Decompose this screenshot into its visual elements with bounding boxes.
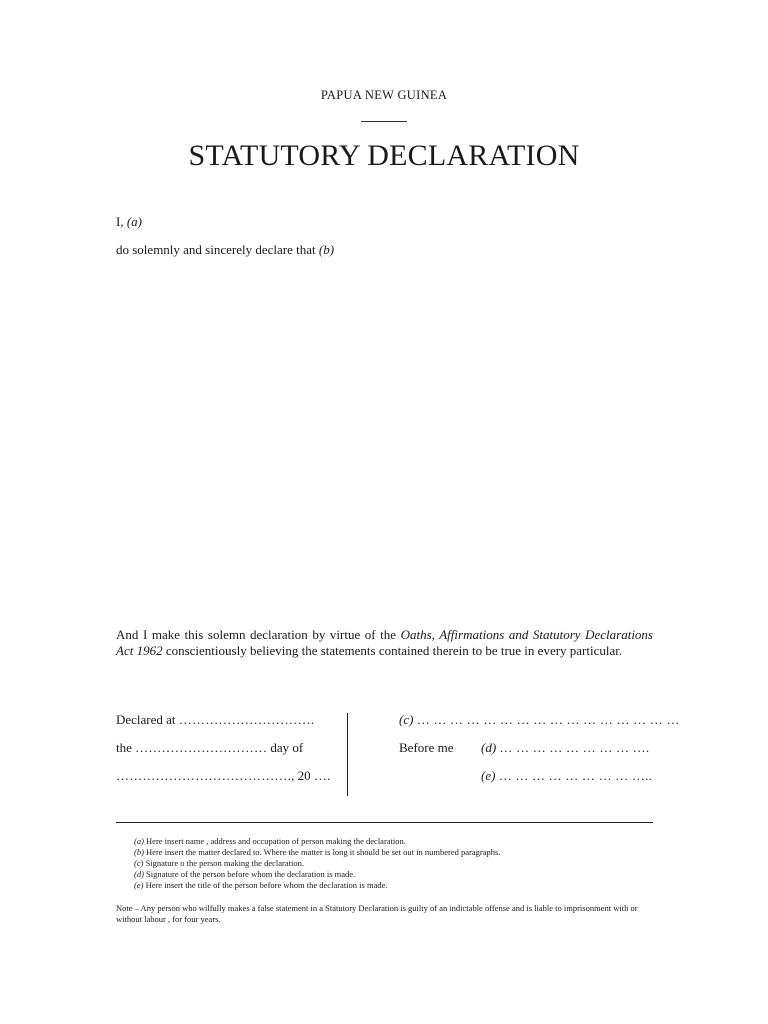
the-label: the: [116, 740, 132, 755]
footnote-marker: (d): [134, 869, 144, 879]
declared-at-blank[interactable]: ………………………….: [178, 712, 315, 727]
heading-underline: [361, 121, 407, 122]
footnote-marker: (e): [134, 880, 144, 890]
declared-at-field: [116, 712, 314, 728]
footnote-e: [134, 880, 388, 891]
footnote-a: [134, 836, 406, 847]
footnote-text: Here insert the title of the person before whom the declaration is made.: [145, 880, 388, 890]
title-marker: (e): [481, 768, 496, 783]
year-blank[interactable]: ….: [313, 768, 331, 783]
declarant-marker: (a): [126, 214, 143, 229]
document-title: STATUTORY DECLARATION: [188, 139, 580, 172]
declaration-statement-line: [116, 242, 334, 258]
act-name: Oaths, Affirmations and Statutory Declarations Act 1962: [116, 627, 653, 658]
before-me-label: Before me: [399, 740, 454, 755]
signature-divider: [347, 713, 348, 796]
act-intro: And I make this solemn declaration by virtue of the: [116, 627, 397, 642]
witness-signature-field: [481, 740, 649, 756]
act-paragraph: [116, 627, 653, 659]
footnote-b: [134, 847, 500, 858]
day-of-label: day of: [270, 740, 304, 755]
declare-text: do solemnly and sincerely declare that: [116, 242, 316, 257]
footnote-d: [134, 869, 355, 880]
footnote-text: Here insert the matter declared to. Where the matter is long it should be set out in numbered paragraphs.: [146, 847, 501, 857]
footnotes-divider: [116, 822, 653, 823]
month-year-field: [116, 768, 330, 784]
signature-marker: (c): [399, 712, 414, 727]
declared-at-label: Declared at: [116, 712, 176, 727]
declarant-line: [116, 214, 142, 230]
footnote-marker: (b): [134, 847, 144, 857]
witness-title-field: [481, 768, 652, 784]
before-me-marker: (d): [481, 740, 497, 755]
footnote-marker: (c): [134, 858, 144, 868]
witness-title-blank[interactable]: … … … … … … … … …..: [498, 768, 652, 783]
footnote-c: [134, 858, 304, 869]
country-heading: PAPUA NEW GUINEA: [320, 88, 448, 102]
month-blank[interactable]: ………………………………….: [116, 768, 292, 783]
footnote-text: Signature of the person before whom the declaration is made.: [146, 869, 356, 879]
footnote-marker: (a): [134, 836, 144, 846]
year-prefix: , 20: [291, 768, 311, 783]
penalty-note: Note – Any person who wilfully makes a false statement in a Statutory Declaration is guilty of an indictable offense and is liable to imprisonment with or without labour , for four years.: [116, 903, 638, 924]
day-blank[interactable]: …………………………: [135, 740, 268, 755]
witness-signature-blank[interactable]: … … … … … … … … ….: [499, 740, 650, 755]
signature-blank[interactable]: … … … … … … … … … … … … … … … …: [416, 712, 680, 727]
footnote-text: Here insert name , address and occupation of person making the declaration.: [146, 836, 406, 846]
act-outro: conscientiously believing the statements contained therein to be true in every particular.: [165, 643, 623, 658]
declarant-signature-field: [399, 712, 680, 728]
footnote-text: Signature o the person making the declaration.: [145, 858, 304, 868]
declare-marker: (b): [318, 242, 335, 257]
declarant-prefix: I,: [116, 214, 124, 229]
day-field: [116, 740, 303, 756]
